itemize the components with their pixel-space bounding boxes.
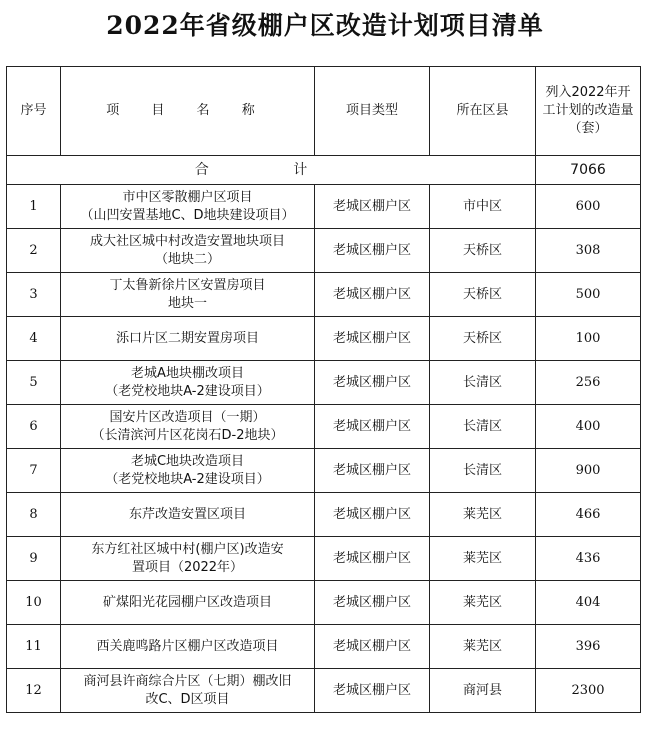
row-index: 2 xyxy=(7,229,61,273)
table-row xyxy=(7,669,641,713)
header-amount: 列入2022年开工计划的改造量（套） xyxy=(536,67,641,156)
row-amount: 308 xyxy=(536,229,641,273)
page-title: 2022年省级棚户区改造计划项目清单 xyxy=(106,11,544,40)
row-type: 老城区棚户区 xyxy=(315,405,430,449)
row-index: 3 xyxy=(7,273,61,317)
total-label: 合 计 xyxy=(7,156,536,185)
row-district: 商河县 xyxy=(430,669,536,713)
table-row xyxy=(7,361,641,405)
row-type: 老城区棚户区 xyxy=(315,493,430,537)
row-name-line1: 市中区零散棚户区项目 xyxy=(122,189,253,205)
header-type: 项目类型 xyxy=(315,67,430,156)
row-district: 长清区 xyxy=(430,405,536,449)
row-district: 莱芜区 xyxy=(430,581,536,625)
table-row xyxy=(7,273,641,317)
row-name-line1: 西关鹿鸣路片区棚户区改造项目 xyxy=(96,638,279,654)
header-row xyxy=(7,67,641,156)
row-name-line1: 老城A地块棚改项目 xyxy=(131,365,244,381)
row-name-line1: 东芹改造安置区项目 xyxy=(128,506,246,522)
row-name-line1: 商河县许商综合片区（七期）棚改旧 xyxy=(83,673,292,689)
total-value: 7066 xyxy=(536,156,641,185)
row-type: 老城区棚户区 xyxy=(315,317,430,361)
row-amount: 600 xyxy=(536,185,641,229)
row-amount: 404 xyxy=(536,581,641,625)
row-name-line1: 矿煤阳光花园棚户区改造项目 xyxy=(102,594,272,610)
row-index: 5 xyxy=(7,361,61,405)
row-index: 9 xyxy=(7,537,61,581)
row-name-line2: 置项目（2022年） xyxy=(131,559,244,575)
row-index: 4 xyxy=(7,317,61,361)
row-name xyxy=(61,273,315,317)
row-name xyxy=(61,185,315,229)
row-amount: 500 xyxy=(536,273,641,317)
row-amount: 466 xyxy=(536,493,641,537)
header-name: 项 目 名 称 xyxy=(61,67,315,156)
row-name-line2: （长清滨河片区花岗石D-2地块） xyxy=(91,427,284,443)
row-name-line1: 东方红社区城中村(棚户区)改造安 xyxy=(91,541,284,557)
row-name-line2: （地块二） xyxy=(154,251,220,267)
row-type: 老城区棚户区 xyxy=(315,669,430,713)
table-row xyxy=(7,405,641,449)
table-row xyxy=(7,581,641,625)
row-type: 老城区棚户区 xyxy=(315,273,430,317)
row-district: 市中区 xyxy=(430,185,536,229)
row-amount: 256 xyxy=(536,361,641,405)
row-name xyxy=(61,537,315,581)
row-name xyxy=(61,317,315,361)
row-index: 11 xyxy=(7,625,61,669)
row-name xyxy=(61,405,315,449)
table-row xyxy=(7,537,641,581)
row-name-line2: （山凹安置基地C、D地块建设项目） xyxy=(80,207,295,223)
table-row xyxy=(7,317,641,361)
row-type: 老城区棚户区 xyxy=(315,449,430,493)
row-index: 8 xyxy=(7,493,61,537)
header-district: 所在区县 xyxy=(430,67,536,156)
row-name xyxy=(61,361,315,405)
row-district: 天桥区 xyxy=(430,273,536,317)
table-row xyxy=(7,449,641,493)
row-index: 1 xyxy=(7,185,61,229)
row-name-line2: 地块一 xyxy=(167,295,207,311)
row-name-line1: 国安片区改造项目（一期） xyxy=(109,409,266,425)
row-name-line2: （老党校地块A-2建设项目） xyxy=(105,383,270,399)
total-row xyxy=(7,156,641,185)
row-name-line1: 成大社区城中村改造安置地块项目 xyxy=(89,233,285,249)
table-row xyxy=(7,229,641,273)
row-district: 天桥区 xyxy=(430,229,536,273)
row-index: 12 xyxy=(7,669,61,713)
row-name-line1: 老城C地块改造项目 xyxy=(130,453,245,469)
row-type: 老城区棚户区 xyxy=(315,625,430,669)
row-type: 老城区棚户区 xyxy=(315,361,430,405)
row-amount: 2300 xyxy=(536,669,641,713)
row-district: 莱芜区 xyxy=(430,493,536,537)
row-district: 莱芜区 xyxy=(430,625,536,669)
row-index: 6 xyxy=(7,405,61,449)
project-table xyxy=(6,66,641,713)
row-name-line1: 丁太鲁新徐片区安置房项目 xyxy=(109,277,266,293)
row-name-line2: 改C、D区项目 xyxy=(145,691,230,707)
row-amount: 436 xyxy=(536,537,641,581)
row-district: 莱芜区 xyxy=(430,537,536,581)
row-type: 老城区棚户区 xyxy=(315,229,430,273)
row-name xyxy=(61,669,315,713)
header-index: 序号 xyxy=(7,67,61,156)
row-amount: 900 xyxy=(536,449,641,493)
row-name xyxy=(61,229,315,273)
table-row xyxy=(7,625,641,669)
row-type: 老城区棚户区 xyxy=(315,185,430,229)
row-index: 7 xyxy=(7,449,61,493)
row-amount: 100 xyxy=(536,317,641,361)
row-name xyxy=(61,493,315,537)
row-amount: 400 xyxy=(536,405,641,449)
row-amount: 396 xyxy=(536,625,641,669)
row-name xyxy=(61,625,315,669)
row-district: 长清区 xyxy=(430,449,536,493)
row-type: 老城区棚户区 xyxy=(315,537,430,581)
row-district: 天桥区 xyxy=(430,317,536,361)
row-name-line1: 泺口片区二期安置房项目 xyxy=(115,330,259,346)
row-name-line2: （老党校地块A-2建设项目） xyxy=(105,471,270,487)
row-type: 老城区棚户区 xyxy=(315,581,430,625)
row-name xyxy=(61,581,315,625)
row-index: 10 xyxy=(7,581,61,625)
row-name xyxy=(61,449,315,493)
table-row xyxy=(7,185,641,229)
row-district: 长清区 xyxy=(430,361,536,405)
table-row xyxy=(7,493,641,537)
